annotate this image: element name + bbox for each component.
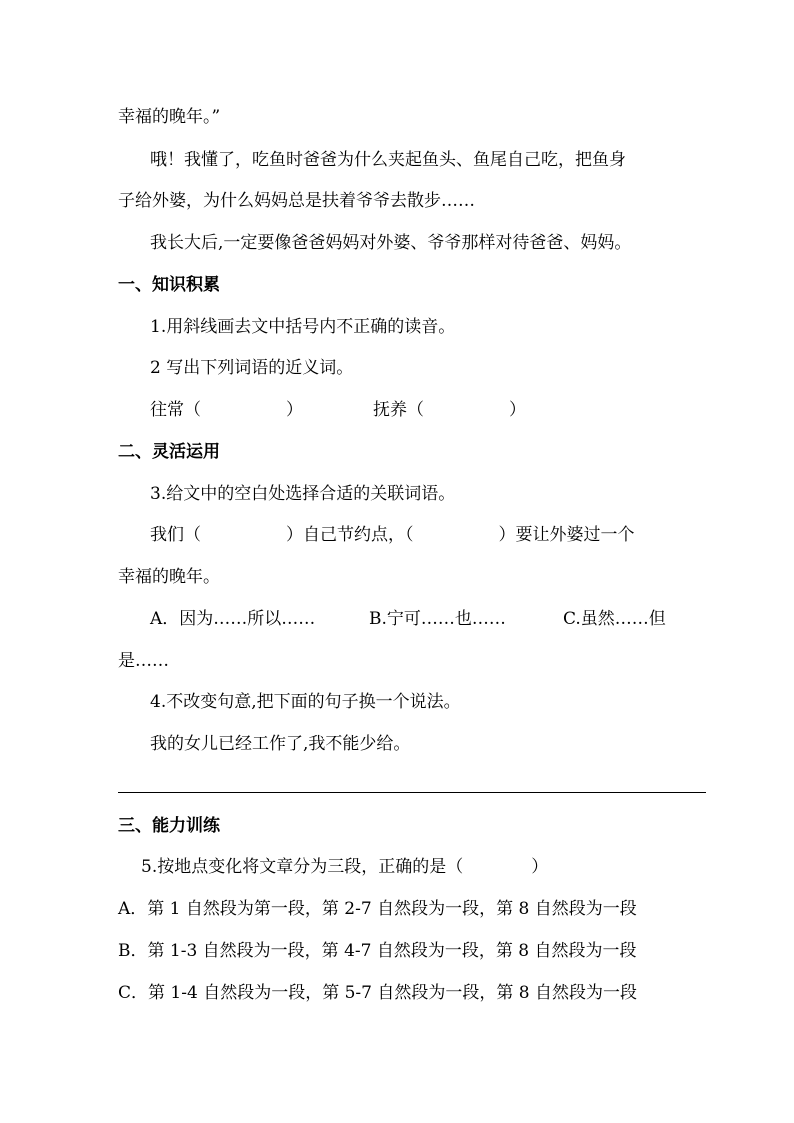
section-3-heading: 三、能力训练 xyxy=(118,816,220,836)
question-2: 2 写出下列词语的近义词。 xyxy=(150,358,354,378)
question-3: 3.给文中的空白处选择合适的关联词语。 xyxy=(150,484,456,504)
passage-line-4: 我长大后,一定要像爸爸妈妈对外婆、爷爷那样对待爸爸、妈妈。 xyxy=(150,233,632,253)
question-3-option-b: B.宁可……也…… xyxy=(369,609,506,629)
question-3-sentence-cont: 幸福的晚年。 xyxy=(118,567,220,587)
question-4-sentence: 我的女儿已经工作了,我不能少给。 xyxy=(150,734,411,754)
question-2-item-1: 往常（ ） xyxy=(150,400,303,420)
question-3-sentence: 我们（ ）自己节约点，（ ）要让外婆过一个 xyxy=(150,525,635,545)
passage-line-2: 哦！我懂了，吃鱼时爸爸为什么夹起鱼头、鱼尾自己吃，把鱼身 xyxy=(150,150,626,170)
question-3-option-a: A．因为……所以…… xyxy=(150,609,316,629)
question-3-option-c: C.虽然……但 xyxy=(563,609,666,629)
section-2-heading: 二、灵活运用 xyxy=(118,442,220,462)
question-4: 4.不改变句意,把下面的句子换一个说法。 xyxy=(150,692,461,712)
section-1-heading: 一、知识积累 xyxy=(118,275,220,295)
question-3-option-c-cont: 是…… xyxy=(118,651,169,671)
passage-line-1: 幸福的晚年。” xyxy=(118,107,221,127)
question-2-item-2: 抚养（ ） xyxy=(373,400,526,420)
question-5-option-c: C．第 1-4 自然段为一段，第 5-7 自然段为一段，第 8 自然段为一段 xyxy=(118,983,637,1003)
question-1: 1.用斜线画去文中括号内不正确的读音。 xyxy=(150,317,456,337)
passage-line-3: 子给外婆，为什么妈妈总是扶着爷爷去散步…… xyxy=(118,191,475,211)
question-5-option-b: B．第 1-3 自然段为一段，第 4-7 自然段为一段，第 8 自然段为一段 xyxy=(118,941,637,961)
question-5: 5.按地点变化将文章分为三段，正确的是（ ） xyxy=(141,857,549,877)
question-5-option-a: A．第 1 自然段为第一段，第 2-7 自然段为一段，第 8 自然段为一段 xyxy=(118,899,637,919)
answer-line xyxy=(118,792,706,793)
